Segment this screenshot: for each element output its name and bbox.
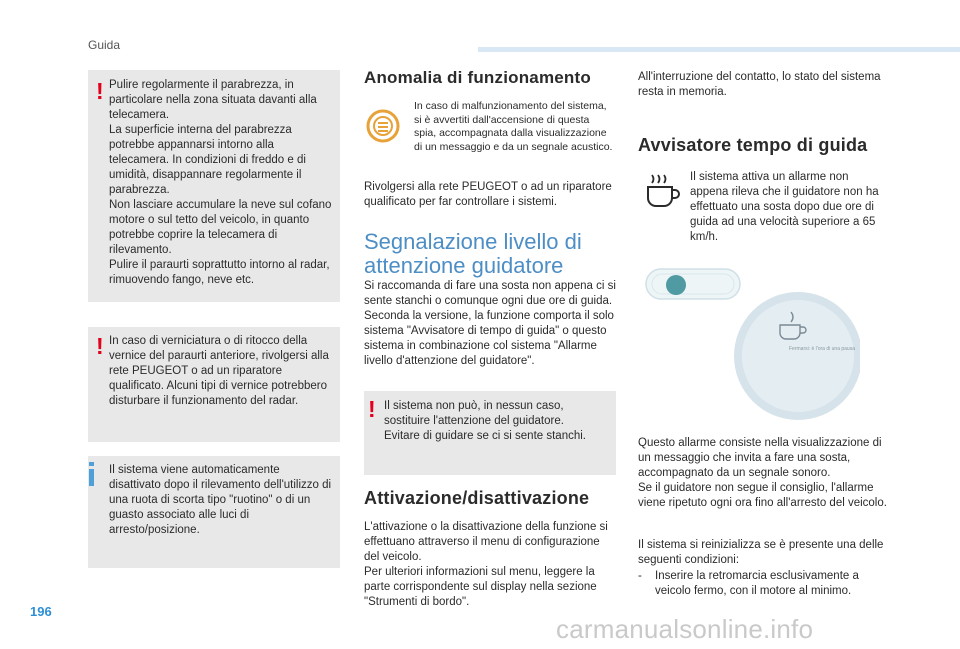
- info-box-spare-wheel: [88, 456, 340, 568]
- reset-text: Il sistema si reinizializza se è presente una delle seguenti condizioni:: [638, 539, 884, 566]
- warning-icon: !: [368, 396, 376, 422]
- timer-icon-text: Il sistema attiva un allarme non appena rileva che il guidatore non ha effettuato una sosta dopo due ore di guida ad una velocità superiore a 65 km/h.: [690, 171, 879, 243]
- anomaly-lamp-text: In caso di malfunzionamento del sistema, si è avvertiti dall'accensione di questa spia, accompagnata dalla visualizzazione di un messaggio e da un segnale acustico.: [414, 100, 613, 153]
- info-text-spare-wheel: Il sistema viene automaticamente disattivato dopo il rilevamento dell'utilizzo di una ruota di scorta tipo "ruotino" o di un guasto associato alle luci di arresto/posizione.: [109, 464, 332, 536]
- cluster-display-message: Fermarsi: è l'ora di una pausa: [789, 346, 855, 352]
- alarm-text: Questo allarme consiste nella visualizzazione di un messaggio che invita a fare una sosta, accompagnato da un segnale sonoro. Se il guidatore non segue il consiglio, l'allarme viene ripetuto ogni ora fino all'arresto del veicolo.: [638, 437, 887, 509]
- warning-text-paint: In caso di verniciatura o di ritocco della vernice del paraurti anteriore, rivolgersi alla rete PEUGEOT o ad un riparatore qualificato. Alcuni tipi di vernice potrebbero disturbare il funzionamento del radar.: [109, 335, 329, 407]
- warning-box-cleaning: [88, 70, 340, 302]
- watermark: carmanualsonline.info: [556, 614, 814, 644]
- memory-text: All'interruzione del contatto, lo stato del sistema resta in memoria.: [638, 71, 881, 98]
- coffee-cup-icon: [642, 172, 682, 212]
- anomaly-heading: Anomalia di funzionamento: [364, 68, 591, 87]
- anomaly-text: Rivolgersi alla rete PEUGEOT o ad un riparatore qualificato per far controllare i sistemi.: [364, 181, 612, 208]
- header-bar: [478, 47, 960, 52]
- section-title: Guida: [88, 38, 121, 52]
- warning-icon: !: [96, 333, 104, 359]
- warning-box-paint: [88, 327, 340, 442]
- attention-heading: Segnalazione livello di attenzione guidatore: [364, 229, 582, 278]
- info-icon: [88, 462, 96, 486]
- warning-box-attention: [364, 391, 616, 475]
- attention-warning-lamp-icon: [366, 109, 400, 143]
- timer-heading: Avvisatore tempo di guida: [638, 135, 868, 155]
- warning-text-attention: Il sistema non può, in nessun caso, sostituire l'attenzione del guidatore. Evitare di guidare se ci si sente stanchi.: [384, 400, 586, 442]
- activation-heading: Attivazione/disattivazione: [364, 488, 590, 508]
- anomaly-section: [364, 68, 616, 88]
- reset-condition-item: Inserire la retromarcia esclusivamente a veicolo fermo, con il motore al minimo.: [655, 570, 859, 597]
- page-number: 196: [30, 604, 52, 619]
- activation-text: L'attivazione o la disattivazione della funzione si effettuano attraverso il menu di configurazione del veicolo. Per ulteriori informazioni sul menu, leggere la parte corrispondente sul display nella sezione "Strumenti di bordo".: [364, 521, 608, 608]
- list-dash: -: [638, 570, 642, 582]
- attention-text: Si raccomanda di fare una sosta non appena ci si sente stanchi o comunque ogni due ore di guida. Seconda la versione, la funzione comporta il solo sistema "Avvisatore di tempo di guida" o questo sistema in combinazione col sistema "Allarme livello d'attenzione del guidatore".: [364, 280, 616, 367]
- warning-text-cleaning: Pulire regolarmente il parabrezza, in particolare nella zona situata davanti alla telecamera. La superficie interna del parabrezza potrebbe appannarsi intorno alla telecamera. In condizioni di freddo e di umidità, disappannare regolarmente il parabrezza. Non lasciare accumulare la neve sul cofano motore o sul tetto del veicolo, in quanto potrebbe coprire la telecamera di rilevamento. Pulire il paraurti soprattutto intorno al radar, rimuovendo fango, neve etc.: [109, 79, 332, 286]
- warning-icon: !: [96, 78, 104, 104]
